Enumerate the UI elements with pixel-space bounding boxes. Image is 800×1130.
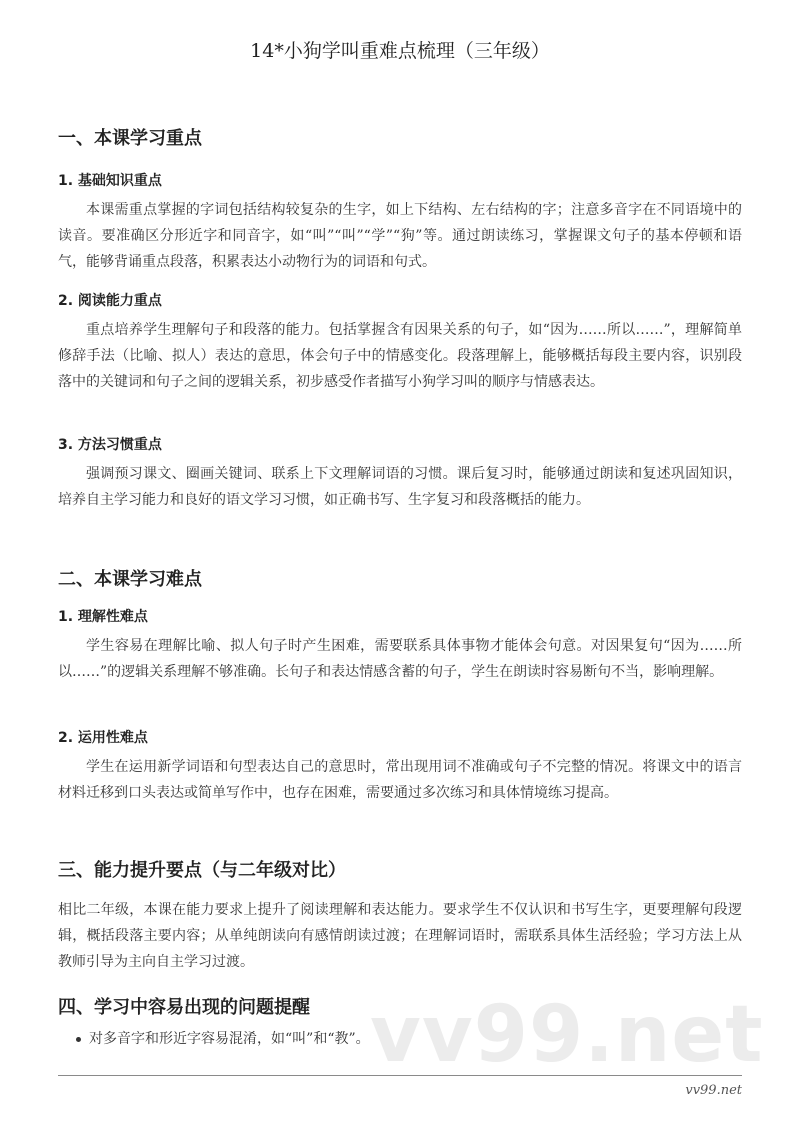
paragraph-method-habits: 强调预习课文、圈画关键词、联系上下文理解词语的习惯。课后复习时，能够通过朗读和复述巩固知识，培养自主学习能力和良好的语文学习习惯，如正确书写、生字复习和段落概括的能力。 — [58, 466, 742, 508]
subsection-heading-application: 2. 运用性难点 — [58, 730, 148, 746]
bullet-icon — [76, 1037, 81, 1042]
subsection-heading-reading-ability: 2. 阅读能力重点 — [58, 293, 162, 309]
paragraph-reading-ability: 重点培养学生理解句子和段落的能力。包括掌握含有因果关系的句子，如“因为……所以……”，理解简单修辞手法（比喻、拟人）表达的意思，体会句子中的情感变化。段落理解上，能够概括每段主要内容，识别段落中的关键词和句子之间的逻辑关系，初步感受作者描写小狗学习叫的顺序与情感表达。 — [58, 322, 742, 390]
subsection-heading-comprehension: 1. 理解性难点 — [58, 609, 148, 625]
problem-list — [76, 1026, 370, 1052]
paragraph-ability-improvement: 相比二年级，本课在能力要求上提升了阅读理解和表达能力。要求学生不仅认识和书写生字，更要理解句段逻辑，概括段落主要内容；从单纯朗读向有感情朗读过渡；在理解词语时，需联系具体生活经验；学习方法上从教师引导为主向自主学习过渡。 — [58, 902, 742, 970]
watermark-text: vv99.net — [370, 990, 764, 1080]
list-item-text: 对多音字和形近字容易混淆，如“叫”和“教”。 — [89, 1031, 370, 1047]
paragraph-application: 学生在运用新学词语和句型表达自己的意思时，常出现用词不准确或句子不完整的情况。将课文中的语言材料迁移到口头表达或简单写作中，也存在困难，需要通过多次练习和具体情境练习提高。 — [58, 759, 742, 801]
footer-divider — [58, 1075, 742, 1076]
section-heading-difficulties: 二、本课学习难点 — [58, 569, 202, 590]
section-heading-common-problems: 四、学习中容易出现的问题提醒 — [58, 997, 310, 1018]
list-item — [76, 1026, 370, 1052]
document-title: 14*小狗学叫重难点梳理（三年级） — [250, 40, 550, 62]
paragraph-basic-knowledge: 本课需重点掌握的字词包括结构较复杂的生字，如上下结构、左右结构的字；注意多音字在不同语境中的读音。要准确区分形近字和同音字，如“叫”“叫”“学”“狗”等。通过朗读练习，掌握课文句子的基本停顿和语气，能够背诵重点段落，积累表达小动物行为的词语和句式。 — [58, 202, 742, 270]
footer-site-label: vv99.net — [685, 1083, 742, 1098]
subsection-heading-method-habits: 3. 方法习惯重点 — [58, 437, 162, 453]
section-heading-ability-improvement: 三、能力提升要点（与二年级对比） — [58, 860, 346, 881]
section-heading-key-points: 一、本课学习重点 — [58, 128, 202, 149]
subsection-heading-basic-knowledge: 1. 基础知识重点 — [58, 173, 162, 189]
paragraph-comprehension: 学生容易在理解比喻、拟人句子时产生困难，需要联系具体事物才能体会句意。对因果复句“因为……所以……”的逻辑关系理解不够准确。长句子和表达情感含蓄的句子，学生在朗读时容易断句不当，影响理解。 — [58, 638, 742, 680]
